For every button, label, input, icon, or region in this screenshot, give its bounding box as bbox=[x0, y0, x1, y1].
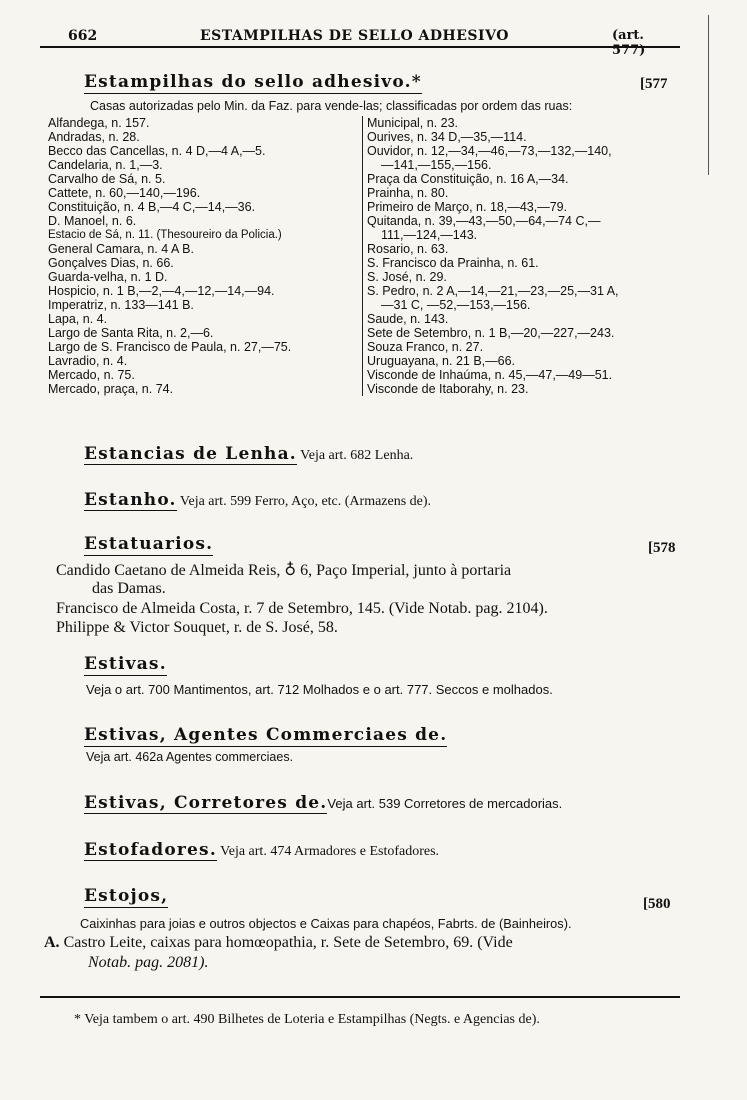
list-item: Ourives, n. 34 D,—35,—114. bbox=[367, 130, 527, 144]
entry-text: Castro Leite, caixas para homœopathia, r. Sete de Setembro, 69. (Vide bbox=[59, 934, 513, 951]
list-item: Cattete, n. 60,—140,—196. bbox=[48, 186, 201, 200]
section-title-estojos: Estojos, bbox=[84, 886, 169, 906]
section-title: Estancias de Lenha. bbox=[84, 444, 297, 464]
header-rule bbox=[40, 46, 680, 48]
entry-line: das Damas. bbox=[92, 580, 166, 597]
list-item: S. Pedro, n. 2 A,—14,—21,—23,—25,—31 A, bbox=[367, 284, 619, 298]
entry-line: Francisco de Almeida Costa, r. 7 de Setembro, 145. (Vide Notab. pag. 2104). bbox=[56, 600, 548, 617]
list-item: Primeiro de Março, n. 18,—43,—79. bbox=[367, 200, 568, 214]
section-title-estivas: Estivas. bbox=[84, 654, 167, 674]
list-item: Rosario, n. 63. bbox=[367, 242, 449, 256]
section-note: Veja art. 682 Lenha. bbox=[296, 448, 414, 463]
list-item: Imperatriz, n. 133—141 B. bbox=[48, 298, 194, 312]
list-item: Estacio de Sá, n. 11. (Thesoureiro da Policia.) bbox=[48, 229, 282, 241]
list-item: D. Manoel, n. 6. bbox=[48, 214, 137, 228]
list-item: Visconde de Inhaúma, n. 45,—47,—49—51. bbox=[367, 368, 613, 382]
list-item: Candelaria, n. 1,—3. bbox=[48, 158, 163, 172]
article-ref: (art. 577) bbox=[612, 28, 646, 58]
page-number: 662 bbox=[68, 28, 98, 44]
list-item: Souza Franco, n. 27. bbox=[367, 340, 484, 354]
list-item: Visconde de Itaborahy, n. 23. bbox=[367, 382, 529, 396]
list-item: S. José, n. 29. bbox=[367, 270, 447, 284]
entry-marker: A. bbox=[44, 934, 60, 951]
street-list-right bbox=[362, 116, 697, 396]
entry-line: Philippe & Victor Souquet, r. de S. José, 58. bbox=[56, 619, 338, 636]
list-item: 111,—124,—143. bbox=[381, 228, 478, 242]
section-note: Veja o art. 700 Mantimentos, art. 712 Molhados e o art. 777. Seccos e molhados. bbox=[86, 682, 553, 697]
section-estofadores bbox=[84, 840, 439, 860]
section-note: Veja art. 474 Armadores e Estofadores. bbox=[216, 844, 440, 859]
list-item: Guarda-velha, n. 1 D. bbox=[48, 270, 168, 284]
list-item: Constituição, n. 4 B,—4 C,—14,—36. bbox=[48, 200, 256, 214]
section-estanho bbox=[84, 490, 431, 510]
list-item: Municipal, n. 23. bbox=[367, 116, 459, 130]
section-number-580: [580 bbox=[643, 896, 671, 912]
list-item: —31 C, —52,—153,—156. bbox=[381, 298, 531, 312]
section-line: Caixinhas para joias e outros objectos e Caixas para chapéos, Fabrts. de (Bainheiros). bbox=[80, 916, 572, 931]
list-item: Alfandega, n. 157. bbox=[48, 116, 150, 130]
list-item: Mercado, n. 75. bbox=[48, 368, 135, 382]
list-item: Prainha, n. 80. bbox=[367, 186, 449, 200]
running-title: ESTAMPILHAS DE SELLO ADHESIVO bbox=[200, 28, 509, 44]
list-item: Becco das Cancellas, n. 4 D,—4 A,—5. bbox=[48, 144, 266, 158]
entry-line: Notab. pag. 2081). bbox=[88, 954, 209, 971]
footnote: * Veja tambem o art. 490 Bilhetes de Loteria e Estampilhas (Negts. e Agencias de). bbox=[74, 1012, 540, 1027]
list-item: Carvalho de Sá, n. 5. bbox=[48, 172, 166, 186]
list-item: Quitanda, n. 39,—43,—50,—64,—74 C,— bbox=[367, 214, 601, 228]
list-item: S. Francisco da Prainha, n. 61. bbox=[367, 256, 539, 270]
section-number-578: [578 bbox=[648, 540, 676, 556]
list-item: Uruguayana, n. 21 B,—66. bbox=[367, 354, 516, 368]
section-note: Veja art. 539 Corretores de mercadorias. bbox=[327, 796, 563, 811]
section-estancias-lenha bbox=[84, 444, 413, 464]
list-item: Mercado, praça, n. 74. bbox=[48, 382, 174, 396]
list-item: Hospicio, n. 1 B,—2,—4,—12,—14,—94. bbox=[48, 284, 275, 298]
section-note: Veja art. 462a Agentes commerciaes. bbox=[86, 750, 294, 764]
list-item: Andradas, n. 28. bbox=[48, 130, 140, 144]
list-item: Largo de Santa Rita, n. 2,—6. bbox=[48, 326, 214, 340]
street-list-left bbox=[48, 116, 358, 396]
section-title-agentes: Estivas, Agentes Commerciaes de. bbox=[84, 725, 448, 745]
list-item: —141,—155,—156. bbox=[381, 158, 492, 172]
section-estivas-corretores bbox=[84, 793, 562, 813]
list-item: Sete de Setembro, n. 1 B,—20,—227,—243. bbox=[367, 326, 615, 340]
section-title: Estanho. bbox=[84, 490, 177, 510]
list-item: Ouvidor, n. 12,—34,—46,—73,—132,—140, bbox=[367, 144, 612, 158]
entry-line bbox=[44, 934, 513, 952]
list-item: Praça da Constituição, n. 16 A,—34. bbox=[367, 172, 569, 186]
margin-mark bbox=[708, 15, 709, 175]
section-note: Veja art. 599 Ferro, Aço, etc. (Armazens de). bbox=[176, 494, 432, 509]
footer-rule bbox=[40, 996, 680, 998]
section-title: Estivas, Corretores de. bbox=[84, 793, 328, 813]
list-item: Lavradio, n. 4. bbox=[48, 354, 128, 368]
list-item: Saude, n. 143. bbox=[367, 312, 449, 326]
section-intro: Casas autorizadas pelo Min. da Faz. para vende-las; classificadas por ordem das ruas: bbox=[90, 99, 573, 113]
section-title-estampilhas: Estampilhas do sello adhesivo.* bbox=[84, 72, 422, 92]
list-item: Lapa, n. 4. bbox=[48, 312, 108, 326]
list-item: General Camara, n. 4 A B. bbox=[48, 242, 194, 256]
section-title-estatuarios: Estatuarios. bbox=[84, 534, 214, 554]
section-title: Estofadores. bbox=[84, 840, 217, 860]
section-number-577: [577 bbox=[640, 76, 668, 92]
list-item: Largo de S. Francisco de Paula, n. 27,—75. bbox=[48, 340, 292, 354]
list-item: Gonçalves Dias, n. 66. bbox=[48, 256, 174, 270]
entry-line: Candido Caetano de Almeida Reis, ♁ 6, Paço Imperial, junto à portaria bbox=[56, 562, 512, 579]
